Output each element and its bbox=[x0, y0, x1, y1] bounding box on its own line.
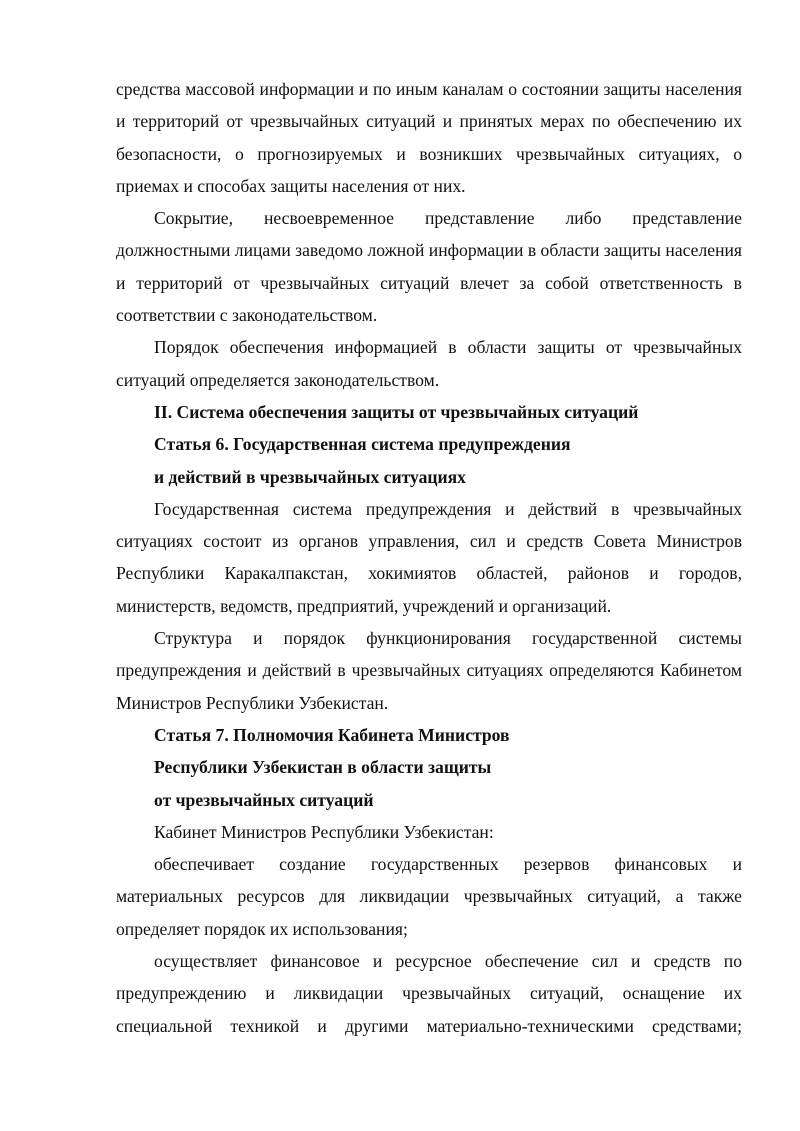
article-7-title-line-2: Республики Узбекистан в области защиты bbox=[154, 757, 492, 778]
body-paragraph: Порядок обеспечения информацией в области защиты от чрезвычайных ситуаций определяется законодательством. bbox=[116, 337, 742, 390]
body-paragraph: Кабинет Министров Республики Узбекистан: bbox=[154, 821, 494, 842]
body-paragraph: средства массовой информации и по иным каналам о состоянии защиты населения и территорий от чрезвычайных ситуаций и принятых мерах по обеспечению их безопасности, о прогнозируемых и возникших чрезвычайных ситуациях, о приемах и способах защиты населения от них. bbox=[116, 79, 742, 196]
body-paragraph: обеспечивает создание государственных резервов финансовых и материальных ресурсов для ликвидации чрезвычайных ситуаций, а также определяет порядок их использования; bbox=[116, 854, 742, 939]
article-7-title-line-1: Статья 7. Полномочия Кабинета Министров bbox=[154, 724, 510, 745]
section-heading: II. Система обеспечения защиты от чрезвычайных ситуаций bbox=[154, 401, 639, 422]
body-paragraph: Сокрытие, несвоевременное представление либо представление должностными лицами заведомо ложной информации в области защиты населения и территорий от чрезвычайных ситуаций влечет за собой ответственность в соответствии с законодательством. bbox=[116, 208, 742, 326]
article-6-title-line-1: Статья 6. Государственная система предупреждения bbox=[154, 434, 571, 455]
body-paragraph: Структура и порядок функционирования государственной системы предупреждения и действий в чрезвычайных ситуациях определяются Кабинетом Министров Республики Узбекистан. bbox=[116, 628, 742, 713]
article-7-title-line-3: от чрезвычайных ситуаций bbox=[154, 789, 374, 810]
body-paragraph: осуществляет финансовое и ресурсное обеспечение сил и средств по предупреждению и ликвидации чрезвычайных ситуаций, оснащение их специальной техникой и другими материально-техническими средствами; bbox=[116, 951, 742, 1036]
body-paragraph: Государственная система предупреждения и действий в чрезвычайных ситуациях состоит из органов управления, сил и средств Совета Министров Республики Каракалпакстан, хокимиятов областей, районов и городов, министерств, ведомств, предприятий, учреждений и организаций. bbox=[116, 498, 742, 616]
document-page bbox=[116, 73, 742, 1042]
article-6-title-line-2: и действий в чрезвычайных ситуациях bbox=[154, 466, 466, 487]
